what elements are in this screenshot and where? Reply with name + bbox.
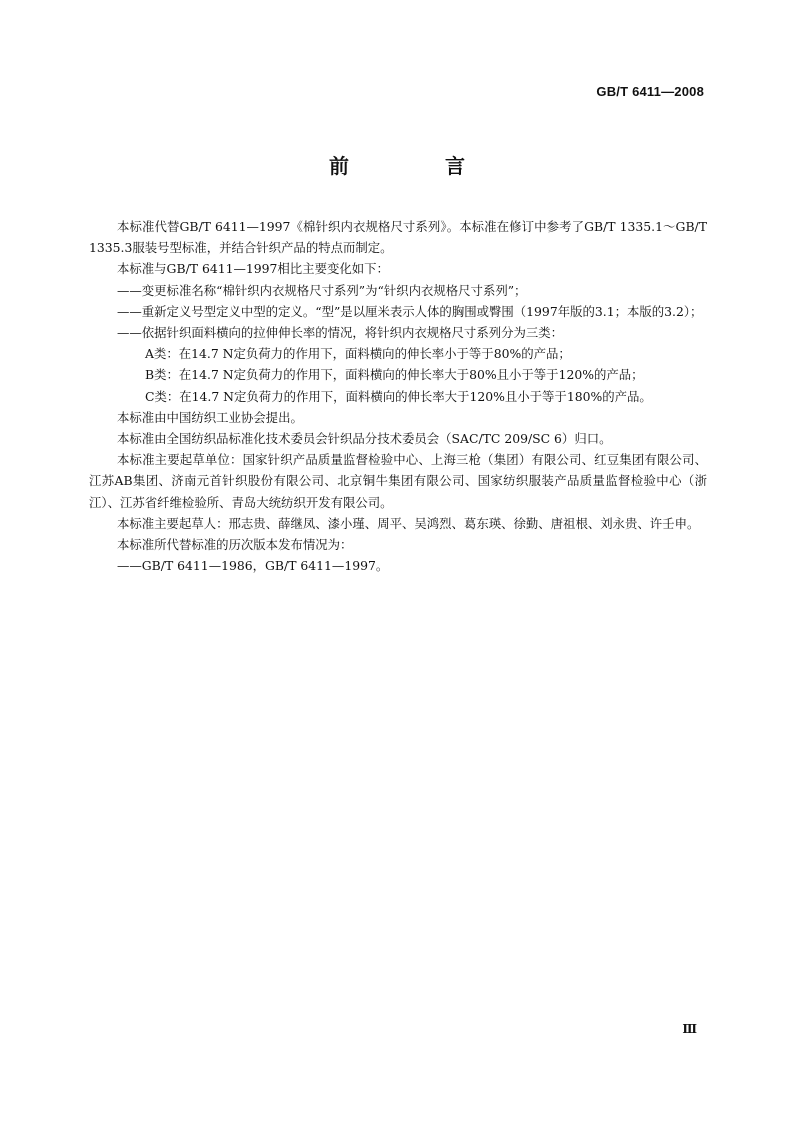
paragraph-proposer: 本标准由中国纺织工业协会提出。 — [117, 409, 303, 425]
list-item-class-b: B类：在14.7 N定负荷力的作用下，面料横向的伸长率大于80%且小于等于120%的产品； — [145, 367, 644, 383]
paragraph-drafting-units: 本标准主要起草单位：国家针织产品质量监督检验中心、上海三枪（集团）有限公司、红豆集团有限公司、江苏AB集团、济南元首针织股份有限公司、北京铜牛集团有限公司、国家纺织服装产品质量监督检验中心（浙江）、江苏省纤维检验所、青岛大统纺织开发有限公司。 — [89, 452, 707, 510]
list-item-redefine-type: ——重新定义号型定义中型的定义。“型”是以厘米表示人体的胸围或臀围（1997年版的3.1；本版的3.2）； — [117, 303, 703, 319]
page-number: Ⅲ — [682, 1022, 697, 1036]
paragraph-replacement-note: 本标准代替GB/T 6411—1997《棉针织内衣规格尺寸系列》。本标准在修订中参考了GB/T 1335.1～GB/T 1335.3服装号型标准，并结合针织产品的特点而制定。 — [89, 219, 707, 256]
paragraph-administrator: 本标准由全国纺织品标准化技术委员会针织品分技术委员会（SAC/TC 209/SC 6）归口。 — [117, 431, 612, 447]
foreword-body — [89, 216, 707, 576]
paragraph-drafters: 本标准主要起草人：邢志贵、薛继凤、漆小瑾、周平、吴鸿烈、葛东瑛、徐勤、唐祖根、刘永贵、许壬申。 — [117, 515, 700, 531]
page-title: 前 言 — [329, 154, 503, 178]
list-item-history: ——GB/T 6411—1986，GB/T 6411—1997。 — [117, 558, 389, 574]
paragraph-history-intro: 本标准所代替标准的历次版本发布情况为： — [117, 537, 353, 553]
standard-code: GB/T 6411—2008 — [596, 84, 704, 99]
list-item-classification: ——依据针织面料横向的拉伸伸长率的情况，将针织内衣规格尺寸系列分为三类： — [117, 325, 564, 341]
list-item-class-a: A类：在14.7 N定负荷力的作用下，面料横向的伸长率小于等于80%的产品； — [145, 346, 571, 362]
list-item-class-c: C类：在14.7 N定负荷力的作用下，面料横向的伸长率大于120%且小于等于180%的产品。 — [145, 388, 652, 404]
paragraph-changes-intro: 本标准与GB/T 6411—1997相比主要变化如下： — [117, 261, 389, 277]
list-item-change-name: ——变更标准名称“棉针织内衣规格尺寸系列”为“针织内衣规格尺寸系列”； — [117, 282, 527, 298]
